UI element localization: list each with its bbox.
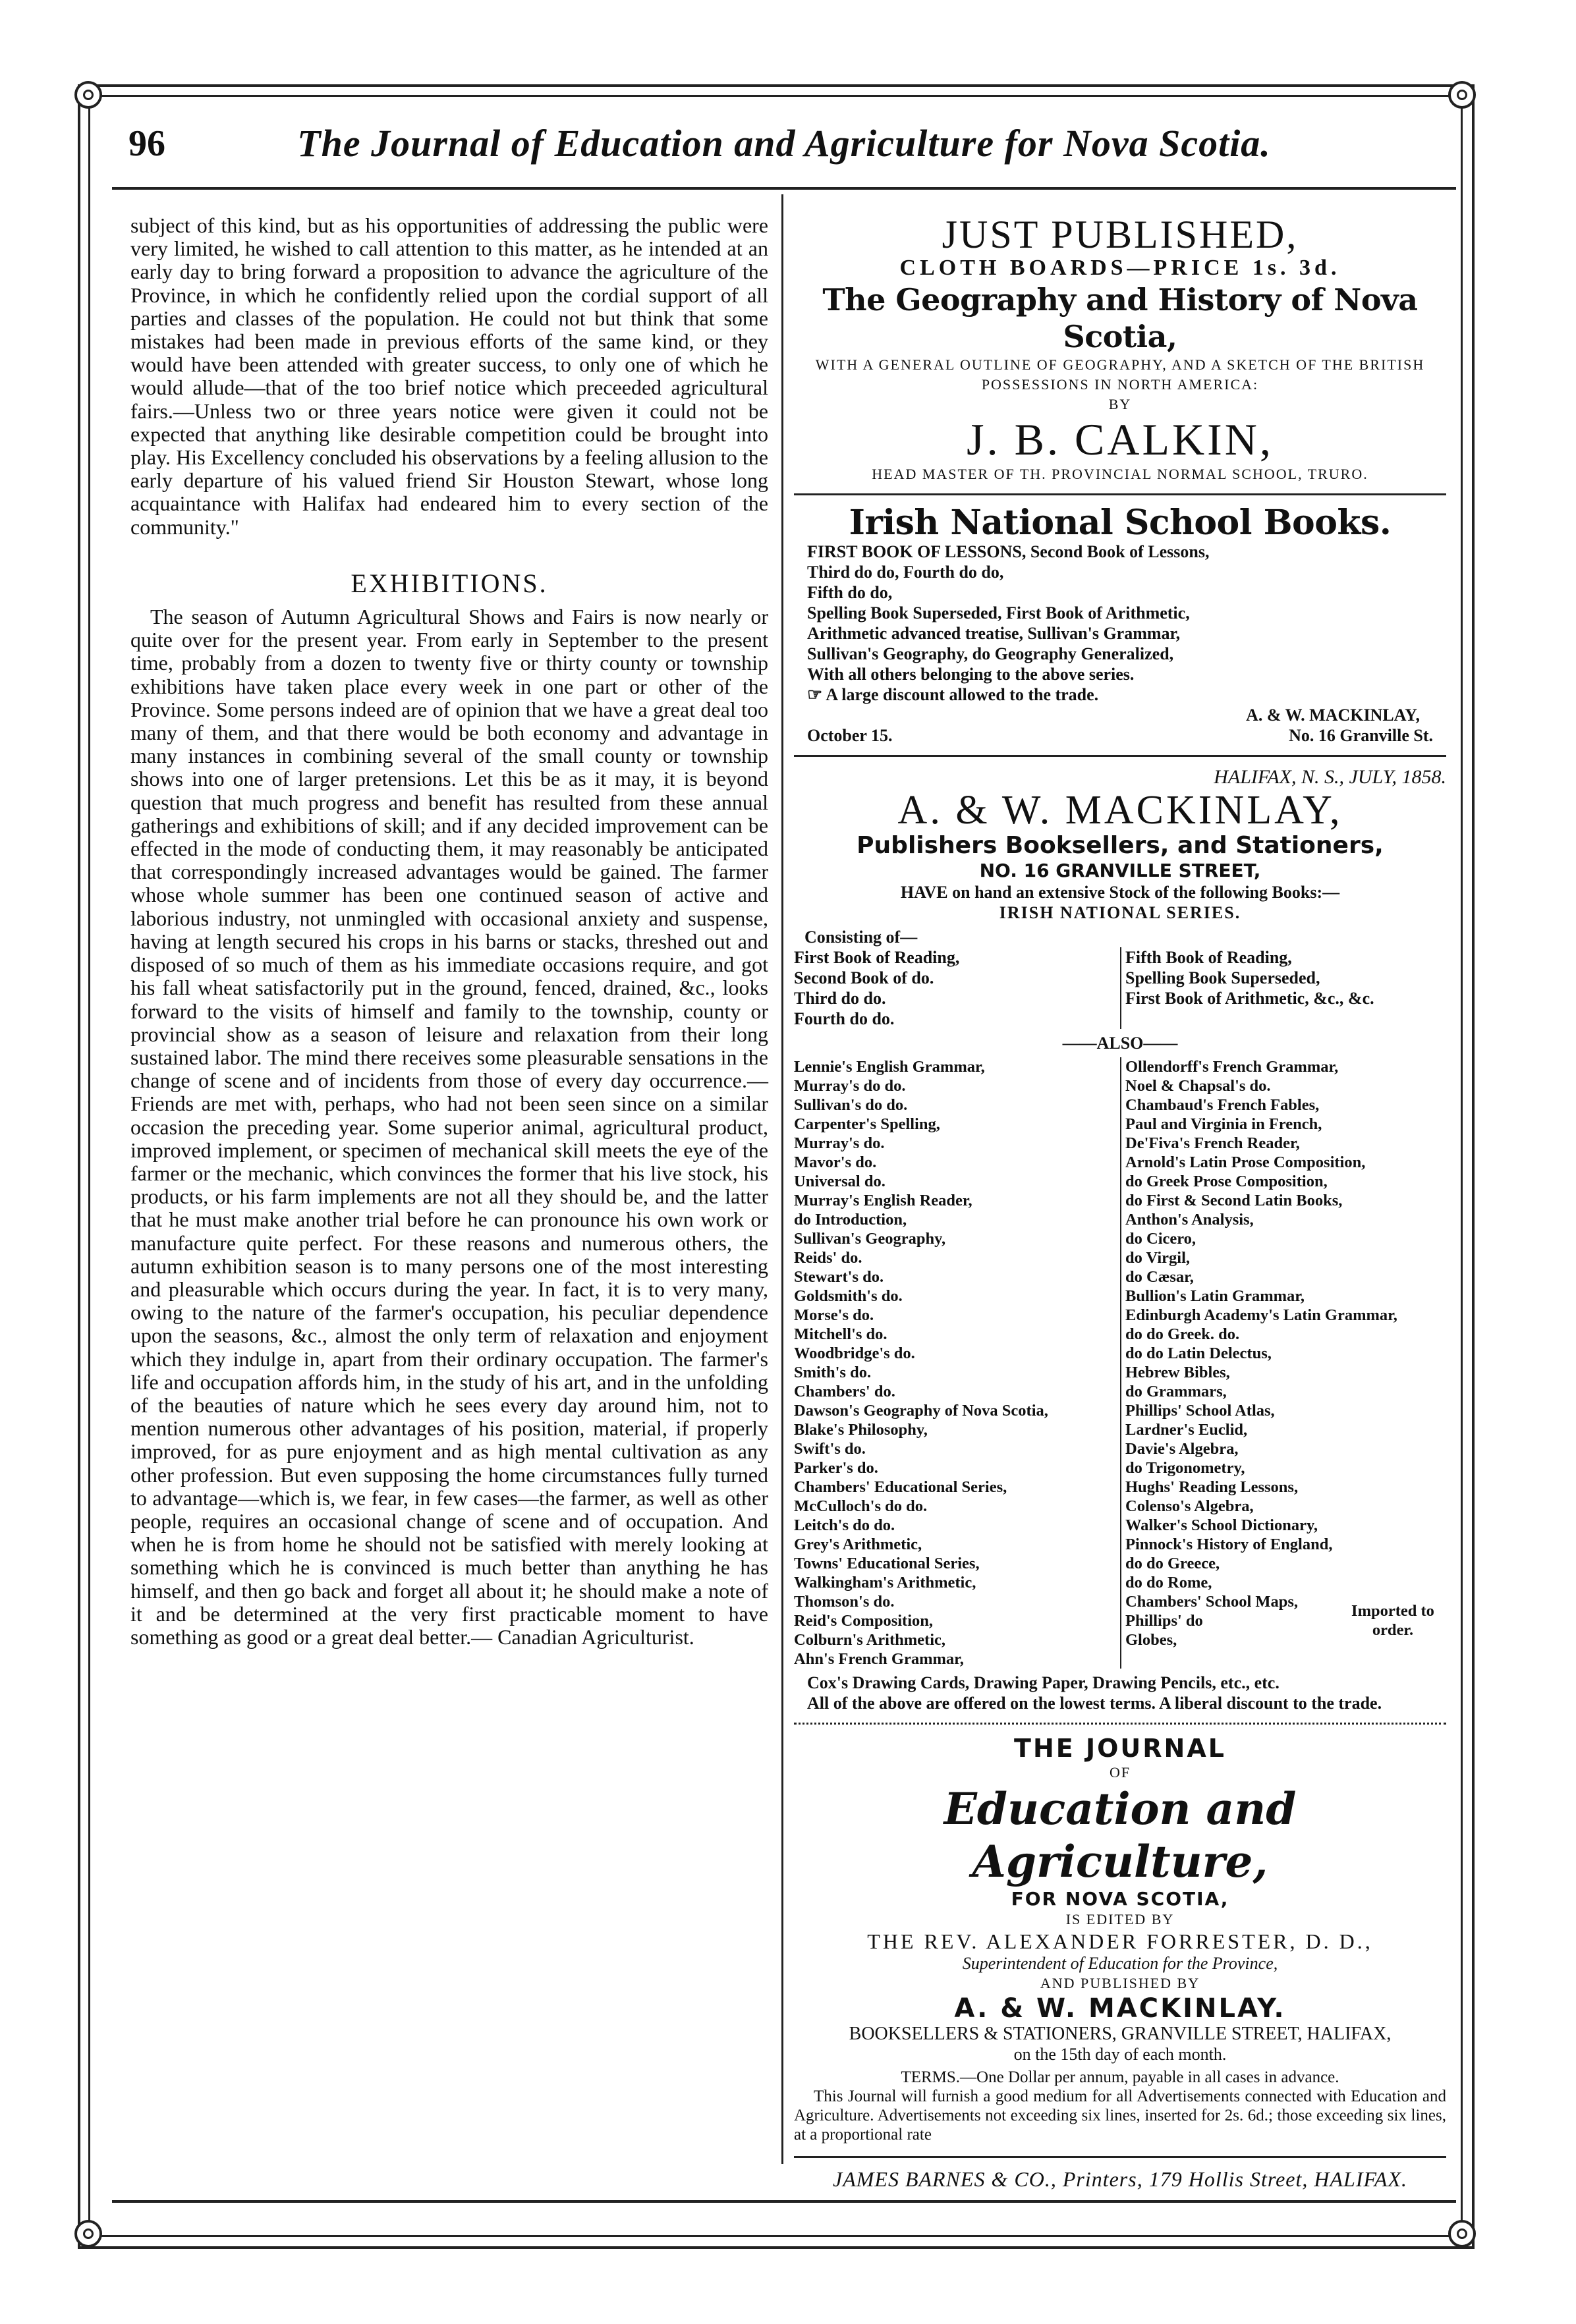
list-item: Murray's do.: [794, 1134, 885, 1152]
list-item: Parker's do.: [794, 1459, 878, 1477]
list-item: Chambers' School Maps,: [1125, 1593, 1299, 1611]
list-item: do Trigonometry,: [1125, 1459, 1245, 1477]
list-item: do Cicero,: [1125, 1230, 1196, 1248]
ad-subtitle: Publishers Booksellers, and Stationers,: [857, 832, 1384, 859]
list-item: Leitch's do do.: [794, 1516, 895, 1534]
page-number: 96: [128, 123, 165, 164]
advertisement-geography: [794, 214, 1446, 484]
list-item: First Book of Reading,: [794, 948, 960, 967]
list-item: Fourth do do.: [794, 1009, 895, 1028]
list-item: Woodbridge's do.: [794, 1344, 915, 1362]
column-divider: [781, 194, 783, 2164]
corner-ornament-top-right: [1448, 81, 1476, 109]
book-table-b: [794, 1057, 1446, 1669]
author-name: J. B. CALKIN,: [967, 414, 1274, 464]
imported-note: Imported to order.: [1351, 1602, 1434, 1639]
footer-rule: [112, 2200, 1456, 2203]
list-item: Phillips' do: [1125, 1612, 1203, 1630]
ad-divider: [794, 1723, 1446, 1725]
list-item: Murray's English Reader,: [794, 1192, 972, 1209]
editor-name: THE REV. ALEXANDER FORRESTER, D. D.,: [867, 1929, 1373, 1953]
list-item: Morse's do.: [794, 1306, 874, 1324]
ad-signature: A. & W. MACKINLAY,: [1246, 706, 1420, 725]
list-item: Carpenter's Spelling,: [794, 1115, 940, 1133]
list-item: Noel & Chapsal's do.: [1125, 1077, 1271, 1095]
list-item: Murray's do do.: [794, 1077, 906, 1095]
list-item: do Introduction,: [794, 1211, 907, 1229]
book-column: [1120, 947, 1446, 1029]
list-item: ☞ A large discount allowed to the trade.: [807, 685, 1099, 704]
list-item: Mavor's do.: [794, 1153, 877, 1171]
list-item: Sullivan's do do.: [794, 1096, 908, 1114]
printer-imprint: JAMES BARNES & CO., Printers, 179 Hollis Street, HALIFAX.: [832, 2167, 1408, 2191]
ad-consisting: Consisting of—: [804, 927, 918, 947]
list-item: Towns' Educational Series,: [794, 1555, 980, 1572]
journal-notice: [794, 1734, 1446, 2144]
list-item: Arnold's Latin Prose Composition,: [1125, 1153, 1366, 1171]
list-item: With all others belonging to the above series.: [807, 665, 1135, 684]
list-item: McCulloch's do do.: [794, 1497, 928, 1515]
list-item: De'Fiva's French Reader,: [1125, 1134, 1300, 1152]
list-item: Ollendorff's French Grammar,: [1125, 1058, 1339, 1076]
list-item: Stewart's do.: [794, 1268, 884, 1286]
list-item: Lennie's English Grammar,: [794, 1058, 985, 1076]
list-item: Smith's do.: [794, 1364, 872, 1381]
list-item: Sullivan's Geography,: [794, 1230, 946, 1248]
list-item: do do Rome,: [1125, 1574, 1212, 1591]
by-line: BY: [1108, 396, 1132, 412]
page-header: [122, 117, 1446, 177]
ad-footer: [794, 725, 1446, 746]
ad-divider: [794, 493, 1446, 495]
list-item: Second Book of do.: [794, 968, 934, 987]
article-paragraph: subject of this kind, but as his opportunities of addressing the public were very limited, he wished to call attention to this matter, as he intended at an early day to bring forward a proposition to advance the agriculture of the Province, in which he confidently relied upon the cordial support of all parties and classes of the population. He could not but think that some mistakes had been made in previous efforts of the same kind, or they would have been attended with greater success, to only one of which he would allude—that of the too brief notice which preceeded agricultural fairs.—Unless two or three years notice were given it could not be expected that anything like desirable competition could be brought into play. His Excellency concluded his observations by a feeling allusion to the early departure of his valued friend Sir Houston Stewart, whose long acquaintance with Halifax had endeared him to every section of the community.": [130, 213, 768, 539]
advertisement-mackinlay: [794, 766, 1446, 1713]
list-item: Ahn's French Grammar,: [794, 1650, 964, 1668]
list-item: do First & Second Latin Books,: [1125, 1192, 1343, 1209]
list-item: Pinnock's History of England,: [1125, 1536, 1333, 1553]
list-item: Phillips' School Atlas,: [1125, 1402, 1275, 1420]
list-item: do do Latin Delectus,: [1125, 1344, 1272, 1362]
list-item: Spelling Book Superseded, First Book of Arithmetic,: [807, 603, 1190, 622]
ad-title: Irish National School Books.: [849, 503, 1392, 543]
list-item: Goldsmith's do.: [794, 1287, 903, 1305]
list-item: FIRST BOOK OF LESSONS, Second Book of Lessons,: [807, 542, 1210, 561]
list-item: Third do do.: [794, 989, 886, 1008]
publication-date: on the 15th day of each month.: [1013, 2045, 1227, 2064]
list-item: Colenso's Algebra,: [1125, 1497, 1254, 1515]
list-item: First Book of Arithmetic, &c., &c.: [1125, 989, 1374, 1008]
list-item: Colburn's Arithmetic,: [794, 1631, 946, 1649]
list-item: Arithmetic advanced treatise, Sullivan's Grammar,: [807, 624, 1181, 643]
list-item: Bullion's Latin Grammar,: [1125, 1287, 1305, 1305]
ad-date: October 15.: [807, 726, 893, 745]
list-item: Dawson's Geography of Nova Scotia,: [794, 1402, 1048, 1420]
list-item: Paul and Virginia in French,: [1125, 1115, 1322, 1133]
ad-price: CLOTH BOARDS—PRICE 1s. 3d.: [899, 256, 1341, 280]
corner-ornament-top-left: [74, 81, 102, 109]
section-heading: EXHIBITIONS.: [351, 568, 548, 598]
book-subtitle: WITH A GENERAL OUTLINE OF GEOGRAPHY, AND A SKETCH OF THE BRITISH POSSESSIONS IN NORTH AMERICA:: [815, 356, 1425, 393]
list-item: Reid's Composition,: [794, 1612, 934, 1630]
list-item: do Grammars,: [1125, 1383, 1227, 1400]
list-item: Reids' do.: [794, 1249, 862, 1267]
list-item: do Virgil,: [1125, 1249, 1191, 1267]
list-item: Fifth Book of Reading,: [1125, 948, 1292, 967]
editor-role: Superintendent of Education for the Province,: [962, 1954, 1278, 1973]
publisher-address: BOOKSELLERS & STATIONERS, GRANVILLE STREET, HALIFAX,: [849, 2024, 1392, 2044]
list-item: Chambers' Educational Series,: [794, 1478, 1007, 1496]
book-title: The Geography and History of Nova Scotia,: [822, 282, 1418, 354]
list-item: Third do do, Fourth do do,: [807, 563, 1004, 582]
header-rule: [112, 187, 1456, 190]
ad-divider: [794, 755, 1446, 757]
notice-title: THE JOURNAL: [1014, 1734, 1226, 1763]
list-item: Universal do.: [794, 1173, 886, 1190]
notice-edited: IS EDITED BY: [1065, 1911, 1175, 1927]
book-column: [794, 1057, 1120, 1669]
ad-footer-line: Cox's Drawing Cards, Drawing Paper, Drawing Pencils, etc., etc.: [807, 1673, 1280, 1692]
terms: TERMS.—One Dollar per annum, payable in all cases in advance.: [901, 2068, 1339, 2086]
list-item: do Greek Prose Composition,: [1125, 1173, 1328, 1190]
ad-street: NO. 16 GRANVILLE STREET,: [979, 860, 1261, 881]
corner-ornament-bottom-right: [1448, 2220, 1476, 2248]
ad-name: A. & W. MACKINLAY,: [897, 788, 1343, 833]
journal-name: Education and Agriculture,: [943, 1783, 1297, 1887]
list-item: Edinburgh Academy's Latin Grammar,: [1125, 1306, 1397, 1324]
list-item: Walkingham's Arithmetic,: [794, 1574, 976, 1591]
list-item: Blake's Philosophy,: [794, 1421, 928, 1439]
list-item: Grey's Arithmetic,: [794, 1536, 922, 1553]
running-title: The Journal of Education and Agriculture for Nova Scotia.: [297, 122, 1271, 165]
advertisement-irish-books: [794, 505, 1446, 746]
right-column: [794, 214, 1446, 2192]
ad-footer-line: All of the above are offered on the lowest terms. A liberal discount to the trade.: [807, 1694, 1382, 1713]
list-item: Hughs' Reading Lessons,: [1125, 1478, 1299, 1496]
ad-headline: JUST PUBLISHED,: [942, 213, 1299, 256]
author-title: HEAD MASTER OF TH. PROVINCIAL NORMAL SCHOOL, TRURO.: [872, 466, 1368, 482]
ad-intro: HAVE on hand an extensive Stock of the following Books:—: [900, 883, 1340, 902]
list-item: Swift's do.: [794, 1440, 866, 1458]
notice-published: AND PUBLISHED BY: [1040, 1975, 1200, 1991]
ad-address: No. 16 Granville St.: [1289, 726, 1433, 745]
ad-dateline: HALIFAX, N. S., JULY, 1858.: [1214, 766, 1446, 788]
ad-series: IRISH NATIONAL SERIES.: [999, 903, 1241, 922]
list-item: Hebrew Bibles,: [1125, 1364, 1230, 1381]
list-item: Anthon's Analysis,: [1125, 1211, 1254, 1229]
left-column: [130, 214, 768, 1649]
book-column: [794, 947, 1120, 1029]
notice-of: OF: [1109, 1764, 1131, 1781]
list-item: Lardner's Euclid,: [1125, 1421, 1248, 1439]
article-paragraph: The season of Autumn Agricultural Shows and Fairs is now nearly or quite over for the present year. From early in September to the present time, probably from a dozen to twenty five or thirty county or township exhibitions have taken place every week in one part or other of the Province. Some persons indeed are of opinion that we have a great deal too many of them, and that there would be both economy and advantage in many instances in combining several of the small county or township shows into one of larger pretensions. Let this be as it may, it is beyond question that much progress and benefit has resulted from these annual gatherings and exhibitions of skill; and if any decided improvement can be effected in the mode of conducting them, it may reasonably be anticipated that correspondingly increased advantages would be gained. The farmer whose whole summer has been one continued season of active and laborious industry, not unmingled with occasional anxiety and suspense, having at length secured his crops in his barns or stacks, threshed out and disposed of so much of them as his immediate occasions require, and got his fall wheat satisfactorily put in the ground, fenced, drained, &c., looks forward to the visits of himself and family to the township, county or provincial show as a season of leisure and relaxation from their long sustained labor. The mind there receives some pleasurable sensations in the change of scene and of incidents from those of every day occurrence.—Friends are met with, perhaps, who had not been seen since on a similar occasion the preceding year. Some superior animal, agricultural product, improved implement, or specimen of mechanical skill meets the eye of the farmer or the mechanic, which convinces the former that his live stock, his products, or his farm implements are not all they should be, and the latter that he must make another trial before he can pronounce his own work or manufacture quite perfect. For these reasons and numerous others, the autumn exhibition season is to many persons one of the most interesting and pleasurable which occurs during the year. In fact, it is to very many, owing to the nature of the farmer's occupation, his peculiar dependence upon the seasons, &c., almost the only term of relaxation and enjoyment which they indulge in, apart from their ordinary occupation. The farmer's life and occupation affords him, in the study of his art, and in the unfolding of the beauties of nature which he sees every day around him, not to mention numerous other advantages of his position, material, if properly improved, for as pure enjoyment and as high mental cultivation as any other profession. But even supposing the home circumstances fully turned to advantage—which is, we fear, in few cases—the farmer, as well as other people, requires an occasional change of scene and of occupation. And when he is from home he should not be satisfied with merely looking at something which he is convinced is much better than anything he has himself, and then go back and forget all about it; he should make a note of it and be determined at the very first practicable moment to have something as good or a great deal better.— Canadian Agriculturist.: [130, 605, 768, 1649]
list-item: Sullivan's Geography, do Geography Generalized,: [807, 644, 1174, 663]
book-column: [1120, 1057, 1446, 1669]
list-item: Chambaud's French Fables,: [1125, 1096, 1320, 1114]
advertising-rates: This Journal will furnish a good medium for all Advertisements connected with Education and Agriculture. Advertisements not exceeding six lines, inserted for 2s. 6d.; those exceeding six lines, at a proportional rate: [794, 2088, 1446, 2144]
list-item: do Cæsar,: [1125, 1268, 1194, 1286]
list-item: Spelling Book Superseded,: [1125, 968, 1320, 987]
ad-divider: [794, 2156, 1446, 2158]
ad-book-list: [794, 541, 1446, 705]
list-item: do do Greece,: [1125, 1555, 1220, 1572]
list-item: Walker's School Dictionary,: [1125, 1516, 1318, 1534]
list-item: Thomson's do.: [794, 1593, 895, 1611]
list-item: Chambers' do.: [794, 1383, 895, 1400]
corner-ornament-bottom-left: [74, 2220, 102, 2248]
book-table-a: [794, 947, 1446, 1029]
list-item: Davie's Algebra,: [1125, 1440, 1239, 1458]
publisher-name: A. & W. MACKINLAY.: [954, 1993, 1286, 2024]
notice-region: FOR NOVA SCOTIA,: [1011, 1888, 1229, 1910]
also-separator: ——ALSO——: [1062, 1034, 1178, 1053]
list-item: Globes,: [1125, 1631, 1177, 1649]
list-item: do do Greek. do.: [1125, 1325, 1240, 1343]
list-item: Mitchell's do.: [794, 1325, 887, 1343]
list-item: Fifth do do,: [807, 583, 893, 602]
